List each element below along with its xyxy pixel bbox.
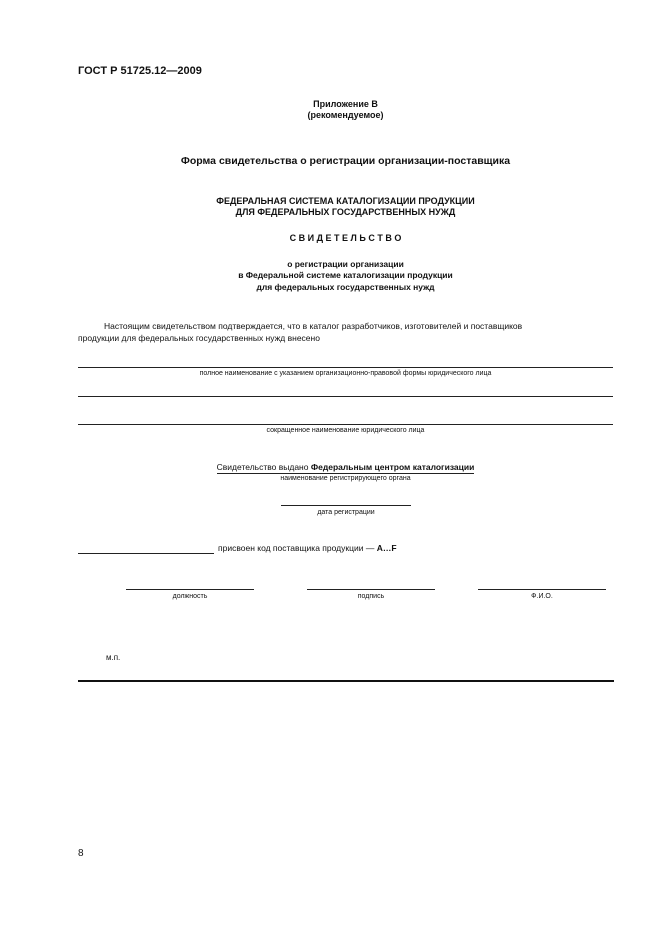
appendix-note: (рекомендуемое) — [307, 110, 384, 120]
certificate-sub-1: о регистрации организации — [287, 259, 404, 269]
code-text: присвоен код поставщика продукции — — [218, 543, 377, 553]
full-name-caption: полное наименование с указанием организационно-правовой формы юридического лица — [199, 370, 492, 377]
body-line-1: Настоящим свидетельством подтверждается, что в каталог разработчиков, изготовителей и поставщиков — [104, 321, 523, 331]
code-value: A…F — [376, 543, 397, 553]
system-line-1: ФЕДЕРАЛЬНАЯ СИСТЕМА КАТАЛОГИЗАЦИИ ПРОДУКЦИИ — [216, 196, 475, 206]
issued-line — [78, 462, 613, 472]
standard-header: ГОСТ Р 51725.12—2009 — [78, 65, 202, 77]
certificate-sub-2: в Федеральной системе каталогизации продукции — [238, 270, 453, 280]
appendix-title: Приложение В — [313, 99, 378, 109]
form-title: Форма свидетельства о регистрации организации-поставщика — [180, 155, 511, 167]
certificate-sub-3: для федеральных государственных нужд — [256, 282, 435, 292]
issued-prefix: Свидетельство выдано — [216, 462, 311, 472]
name-caption: Ф.И.О. — [531, 593, 553, 600]
bottom-rule — [78, 680, 614, 682]
full-name-line-2 — [78, 396, 613, 397]
system-line-2: ДЛЯ ФЕДЕРАЛЬНЫХ ГОСУДАРСТВЕННЫХ НУЖД — [235, 207, 456, 217]
code-line — [78, 553, 214, 554]
stamp-label: м.п. — [106, 653, 121, 662]
position-caption: должность — [172, 593, 208, 600]
body-line-2: продукции для федеральных государственных нужд внесено — [78, 333, 320, 343]
page-number: 8 — [78, 848, 84, 859]
date-line — [281, 505, 411, 506]
full-name-line — [78, 367, 613, 368]
certificate-word: С В И Д Е Т Е Л Ь С Т В О — [289, 233, 402, 243]
short-name-caption: сокращенное наименование юридического лица — [266, 427, 425, 434]
code-text-line — [218, 543, 397, 553]
issuer-name: Федеральным центром каталогизации — [310, 462, 475, 472]
name-line — [478, 589, 606, 590]
issuer-caption: наименование регистрирующего органа — [280, 475, 411, 482]
signature-line — [307, 589, 435, 590]
signature-caption: подпись — [357, 593, 385, 600]
date-caption: дата регистрации — [317, 509, 375, 516]
issued-text — [217, 462, 475, 474]
short-name-line — [78, 424, 613, 425]
position-line — [126, 589, 254, 590]
